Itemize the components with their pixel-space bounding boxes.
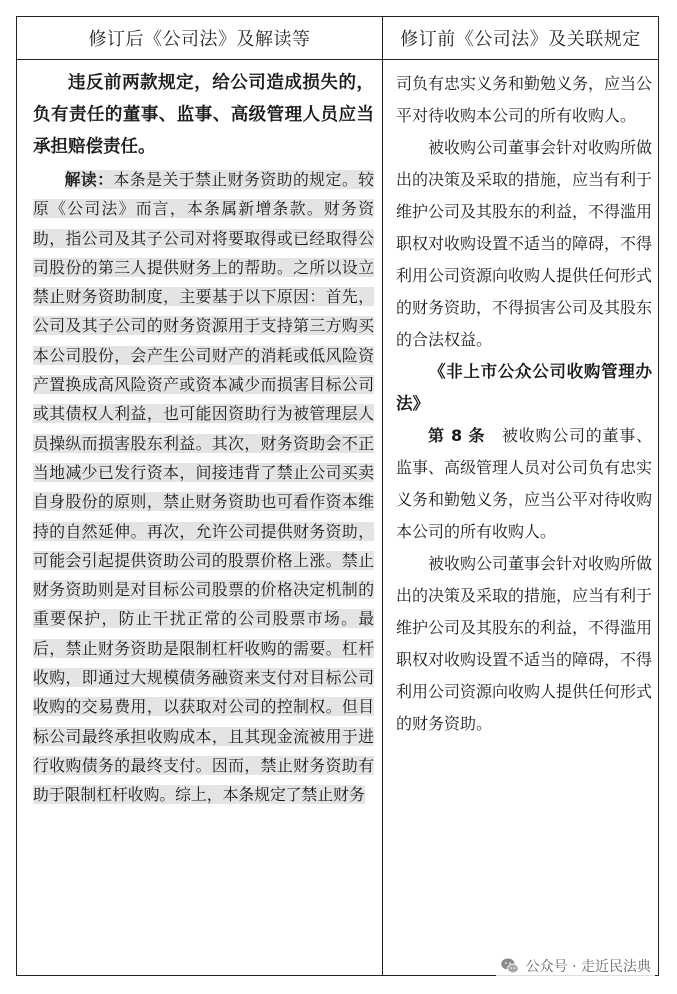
- interpretation-paragraph: [33, 165, 374, 810]
- right-paragraph-4: 被收购公司董事会针对收购所做出的决策及采取的措施，应当有利于维护公司及其股东的利益，不得滥用职权对收购设置不适当的障碍，不得利用公司资源向收购人提供任何形式的财务资助。: [396, 554, 653, 733]
- revised-column: [17, 60, 383, 976]
- right-paragraph-3-text: 被收购公司的董事、监事、高级管理人员对公司负有忠实义务和勤勉义务，应当公平对待收购本公司的所有收购人。: [396, 426, 653, 541]
- table-header: [17, 17, 658, 60]
- right-paragraph-3: [396, 420, 652, 548]
- header-revised: 修订后《公司法》及解读等: [17, 17, 383, 59]
- right-paragraph-1: 司负有忠实义务和勤勉义务，应当公平对待收购本公司的所有收购人。: [396, 74, 653, 125]
- right-paragraph-2: 被收购公司董事会针对收购所做出的决策及采取的措施，应当有利于维护公司及其股东的利益，不得滥用职权对收购设置不适当的障碍，不得利用公司资源向收购人提供任何形式的财务资助，不得损害公司及其股东的合法权益。: [396, 138, 653, 349]
- article-number: 第 8 条: [428, 426, 486, 445]
- table-body: [17, 60, 658, 976]
- wechat-icon: [500, 956, 520, 976]
- article-text: 违反前两款规定，给公司造成损失的，负有责任的董事、监事、高级管理人员应当承担赔偿责任。: [33, 73, 374, 157]
- regulation-title: 《非上市公众公司收购管理办法》: [396, 362, 652, 413]
- original-column: [383, 60, 658, 976]
- watermark-text: 公众号 · 走近民法典: [525, 959, 651, 975]
- interpretation-label: 解读：: [64, 170, 114, 189]
- header-original: 修订前《公司法》及关联规定: [400, 29, 641, 50]
- interpretation-text: 本条是关于禁止财务资助的规定。较原《公司法》而言，本条属新增条款。财务资助，指公司及其子公司对将要取得或已经取得公司股份的第三人提供财务上的帮助。之所以设立禁止财务资助制度，主要基于以下原因：首先，公司及其子公司的财务资源用于支持第三方购买本公司股份，会产生公司财产的消耗或低风险资产置换成高风险资产或资本减少而损害目标公司或其债权人利益，也可能因资助行为被管理层人员操纵而损害股东利益。其次，财务资助会不正当地减少已发行资本，间接违背了禁止公司买卖自身股份的原则，禁止财务资助也可看作资本维持的自然延伸。再次，允许公司提供财务资助，可能会引起提供资助公司的股票价格上涨。禁止财务资助则是对目标公司股票的价格决定机制的重要保护，防止干扰正常的公司股票市场。最后，禁止财务资助是限制杠杆收购的需要。杠杆收购，即通过大规模债务融资来支付对目标公司收购的交易费用，以获取对公司的控制权。但目标公司最终承担收购成本，且其现金流被用于进行收购债务的最终支付。因而，禁止财务资助有助于限制杠杆收购。综上，本条规定了禁止财务: [33, 170, 374, 805]
- watermark: [496, 954, 655, 978]
- comparison-table: [16, 16, 659, 976]
